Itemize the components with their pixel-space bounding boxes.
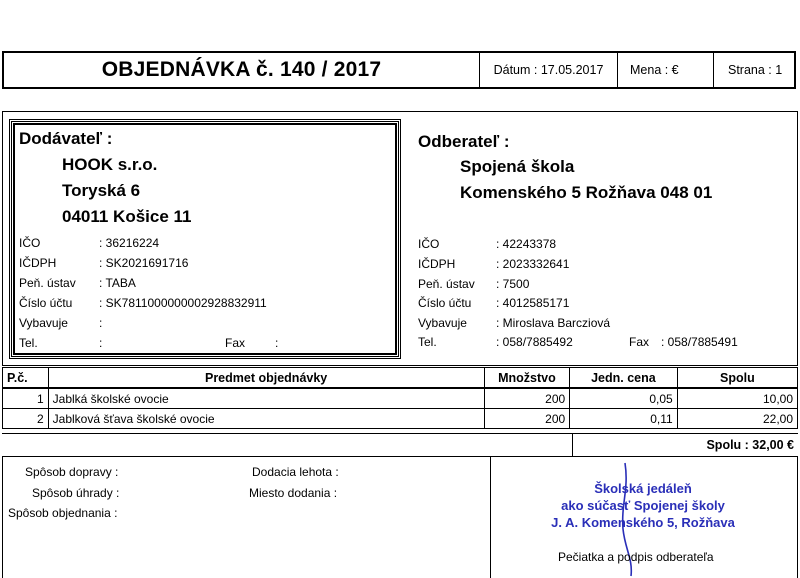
row-item: Jablková šťava školské ovocie (48, 409, 484, 429)
delivery-place-label: Miesto dodania : (249, 486, 338, 500)
row-item: Jablká školské ovocie (48, 388, 484, 409)
order-items-table (2, 367, 798, 429)
supplier-name: HOOK s.r.o. (62, 155, 158, 174)
row-total: 22,00 (677, 409, 797, 429)
supplier-city: 04011 Košice 11 (62, 207, 192, 226)
table-row (3, 409, 798, 429)
table-header-row (3, 368, 798, 389)
row-quantity: 200 (484, 409, 570, 429)
customer-heading: Odberateľ : (418, 132, 510, 151)
stamp-line: J. A. Komenského 5, Rožňava (551, 515, 735, 530)
col-header-quantity: Množstvo (484, 368, 570, 389)
row-unit-price: 0,05 (570, 388, 678, 409)
order-title: OBJEDNÁVKA č. 140 / 2017 (4, 53, 480, 87)
divider (572, 434, 573, 456)
customer-address: Komenského 5 Rožňava 048 01 (460, 183, 713, 202)
col-header-unit-price: Jedn. cena (570, 368, 678, 389)
grand-total-row (2, 433, 798, 457)
col-header-item: Predmet objednávky (48, 368, 484, 389)
order-currency: Mena : € (618, 53, 714, 87)
supplier-heading: Dodávateľ : (19, 129, 113, 148)
divider (490, 457, 491, 578)
parties-section: Dodávateľ : HOOK s.r.o. Toryská 6 04011 Košice 11 IČO : 36216224 IČDPH : SK2021691716 Peň. ústav : TABA Číslo účtu : SK7811000000002928832911 Vybavuje : Tel. : Fax : Odberateľ : Spojená škola Komenského 5 Rožňava 048 01 IČO : 42243378 IČDPH : 2023332641 Peň. ústav : 7500 Číslo účtu : 4012585171 Vybavuje : Miroslava Barcziová Tel. : 058/7885492 Fax : 058/7885491 (2, 111, 798, 366)
page-number: Strana : 1 (728, 63, 783, 77)
order-date: Dátum : 17.05.2017 (480, 53, 618, 87)
payment-label: Spôsob úhrady : (32, 486, 120, 500)
transport-label: Spôsob dopravy : (25, 465, 119, 479)
order-footer (2, 457, 798, 578)
col-header-number: P.č. (3, 368, 49, 389)
grand-total: Spolu : 32,00 € (706, 438, 794, 452)
stamp-line: Školská jedáleň (594, 481, 692, 496)
table-row (3, 388, 798, 409)
row-number: 2 (3, 409, 49, 429)
delivery-term-label: Dodacia lehota : (252, 465, 339, 479)
row-quantity: 200 (484, 388, 570, 409)
order-header (2, 51, 796, 89)
row-number: 1 (3, 388, 49, 409)
row-total: 10,00 (677, 388, 797, 409)
ordering-label: Spôsob objednania : (8, 506, 118, 520)
col-header-total: Spolu (677, 368, 797, 389)
supplier-street: Toryská 6 (62, 181, 141, 200)
customer-name: Spojená škola (460, 157, 575, 176)
stamp-line: ako súčasť Spojenej školy (561, 498, 725, 513)
signature-label: Pečiatka a podpis odberateľa (558, 550, 714, 564)
row-unit-price: 0,11 (570, 409, 678, 429)
